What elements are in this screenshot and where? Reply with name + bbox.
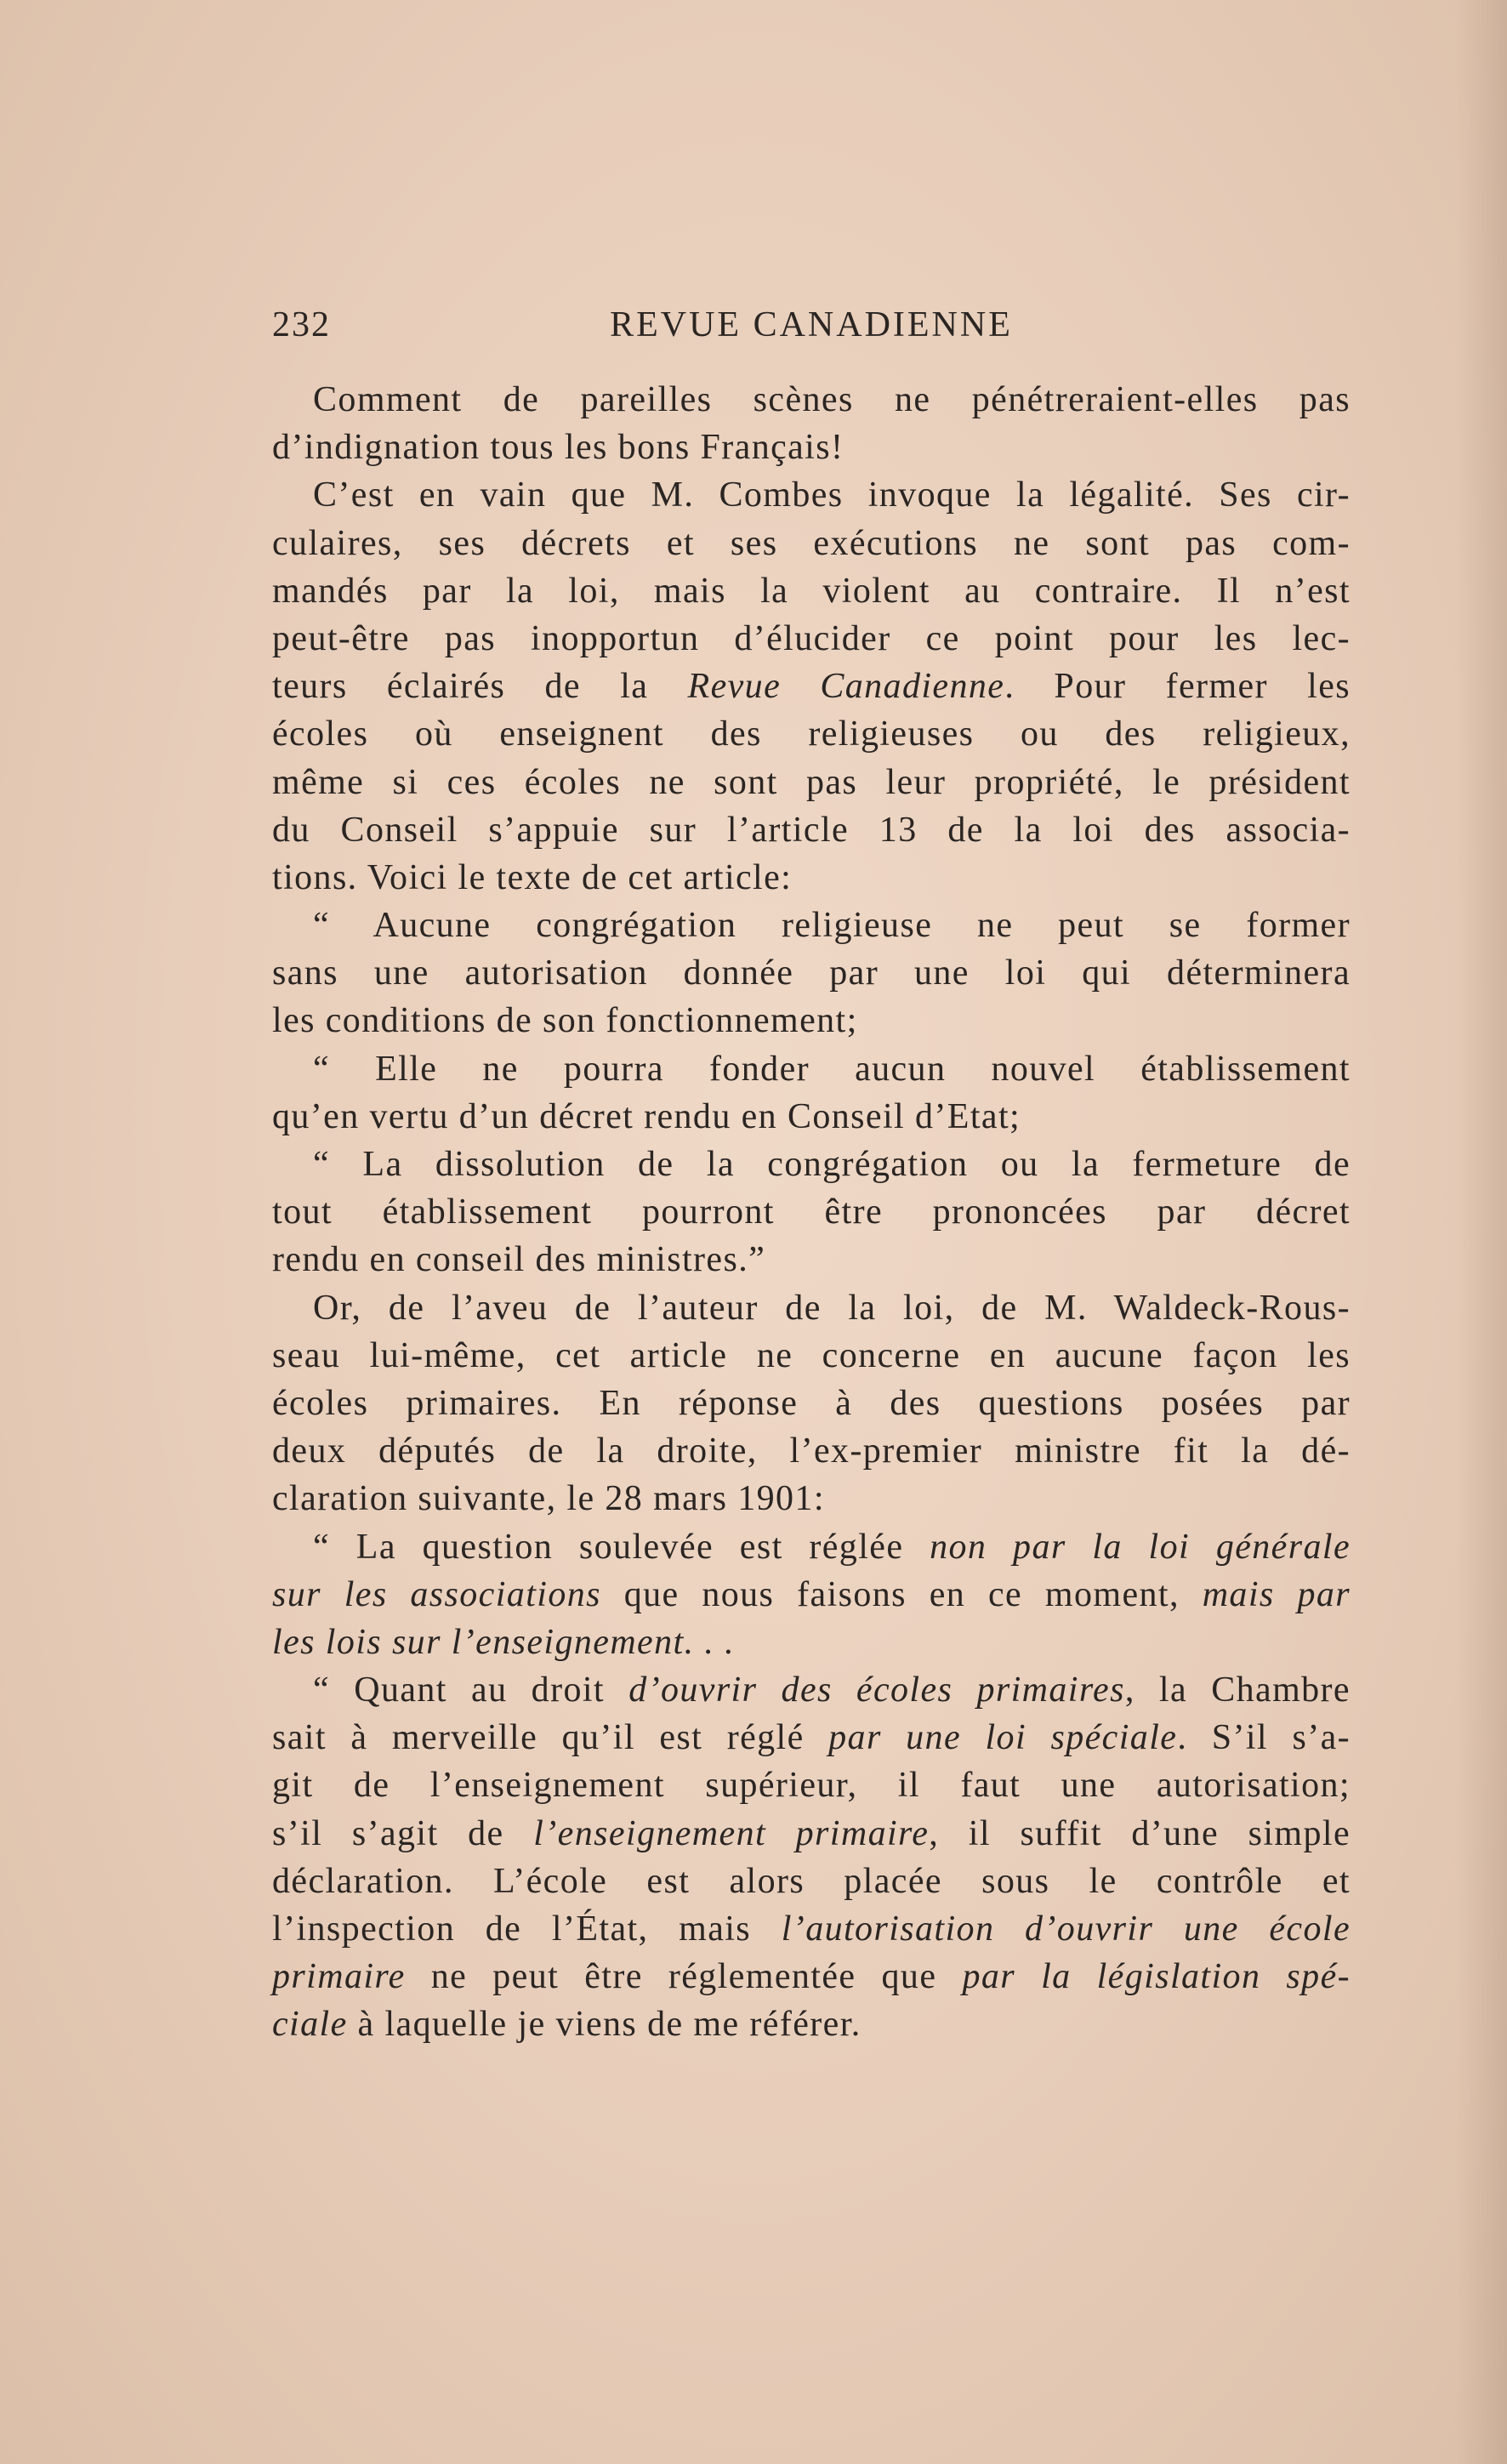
- text-line: [272, 1619, 1351, 1666]
- text-run: rendu en conseil des ministres.”: [272, 1240, 766, 1280]
- text-run: git de l’enseignement supérieur, il faut une autorisation;: [272, 1766, 1351, 1806]
- italic-text: ciale: [272, 2005, 348, 2045]
- text-line: [272, 1045, 1351, 1093]
- text-run: du Conseil s’appuie sur l’article 13 de la loi des associa-: [272, 810, 1351, 850]
- text-run: . S’il s’a-: [1177, 1718, 1351, 1758]
- text-line: [272, 1761, 1351, 1809]
- text-line: [272, 1571, 1351, 1619]
- text-line: [272, 1810, 1351, 1858]
- italic-text: l’autorisation d’ouvrir une école: [781, 1909, 1351, 1949]
- text-line: [272, 806, 1351, 854]
- text-line: [272, 1858, 1351, 1905]
- text-line: [272, 567, 1351, 615]
- text-run: peut-être pas inopportun d’élucider ce point pour les lec-: [272, 618, 1351, 658]
- text-run: que nous faisons en ce moment,: [600, 1574, 1203, 1614]
- text-run: “ La dissolution de la congrégation ou la fermeture de: [313, 1145, 1351, 1184]
- text-line: [272, 949, 1351, 997]
- italic-text: mais par: [1202, 1574, 1351, 1614]
- text-run: les conditions de son fonctionnement;: [272, 1001, 858, 1041]
- text-line: [272, 759, 1351, 806]
- page-header: [272, 304, 1351, 352]
- text-run: écoles primaires. En réponse à des questions posées par: [272, 1383, 1351, 1423]
- italic-text: par une loi spéciale: [828, 1718, 1178, 1758]
- text-line: [272, 1141, 1351, 1188]
- text-run: claration suivante, le 28 mars 1901:: [272, 1479, 825, 1519]
- text-run: sans une autorisation donnée par une loi qui déterminera: [272, 953, 1351, 993]
- text-run: s’il s’agit de: [272, 1813, 534, 1853]
- page-number: 232: [272, 305, 331, 344]
- text-line: [272, 663, 1351, 710]
- text-run: seau lui-même, cet article ne concerne en aucune façon les: [272, 1335, 1351, 1375]
- text-run: mandés par la loi, mais la violent au contraire. Il n’est: [272, 571, 1351, 611]
- text-line: [272, 471, 1351, 519]
- text-run: écoles où enseignent des religieuses ou des religieux,: [272, 714, 1351, 754]
- text-line: [272, 1523, 1351, 1571]
- italic-text: Revue Canadienne: [687, 667, 1005, 707]
- text-line: [272, 1188, 1351, 1236]
- text-line: [272, 1953, 1351, 2000]
- text-run: l’inspection de l’État, mais: [272, 1909, 782, 1949]
- text-run: tout établissement pourront être prononcées par décret: [272, 1192, 1351, 1232]
- text-line: [272, 1475, 1351, 1522]
- body-text: [272, 376, 1351, 2049]
- text-line: [272, 710, 1351, 758]
- text-run: C’est en vain que M. Combes invoque la légalité. Ses cir-: [313, 475, 1351, 515]
- text-line: [272, 1284, 1351, 1332]
- text-line: [272, 520, 1351, 567]
- italic-text: d’ouvrir des écoles primaires: [628, 1670, 1125, 1710]
- text-run: qu’en vertu d’un décret rendu en Conseil d’Etat;: [272, 1096, 1021, 1136]
- italic-text: par la législation spé-: [962, 1957, 1351, 1997]
- text-run: Comment de pareilles scènes ne pénétreraient-elles pas: [313, 380, 1351, 419]
- text-run: ne peut être réglementée que: [405, 1957, 963, 1997]
- text-run: Or, de l’aveu de l’auteur de la loi, de M. Waldeck-Rous-: [313, 1288, 1351, 1328]
- italic-text: non par la loi générale: [930, 1527, 1351, 1567]
- text-line: [272, 424, 1351, 471]
- italic-text: primaire: [272, 1957, 406, 1997]
- text-run: “ Quant au droit: [313, 1670, 629, 1710]
- text-line: [272, 854, 1351, 902]
- text-run: “ Aucune congrégation religieuse ne peut se former: [313, 906, 1351, 946]
- text-line: [272, 1093, 1351, 1141]
- italic-text: l’enseignement primaire: [533, 1813, 930, 1853]
- text-line: [272, 997, 1351, 1044]
- text-run: d’indignation tous les bons Français!: [272, 428, 844, 468]
- text-run: , il suffit d’une simple: [929, 1813, 1351, 1853]
- text-line: [272, 1905, 1351, 1953]
- text-run: tions. Voici le texte de cet article:: [272, 857, 793, 897]
- text-run: même si ces écoles ne sont pas leur propriété, le président: [272, 762, 1351, 802]
- text-line: [272, 1427, 1351, 1475]
- running-title: REVUE CANADIENNE: [610, 305, 1013, 344]
- text-run: déclaration. L’école est alors placée sous le contrôle et: [272, 1861, 1351, 1901]
- text-run: “ Elle ne pourra fonder aucun nouvel établissement: [313, 1049, 1351, 1089]
- text-line: [272, 902, 1351, 949]
- text-line: [272, 1236, 1351, 1283]
- text-line: [272, 1666, 1351, 1714]
- text-line: [272, 1380, 1351, 1427]
- text-line: [272, 2000, 1351, 2048]
- text-run: teurs éclairés de la: [272, 667, 688, 707]
- text-run: deux députés de la droite, l’ex-premier ministre fit la dé-: [272, 1431, 1351, 1471]
- text-run: . Pour fermer les: [1004, 667, 1351, 707]
- text-run: , la Chambre: [1124, 1670, 1351, 1710]
- text-run: “ La question soulevée est réglée: [313, 1527, 930, 1567]
- text-line: [272, 1714, 1351, 1761]
- text-run: sait à merveille qu’il est réglé: [272, 1718, 829, 1758]
- text-line: [272, 1332, 1351, 1380]
- italic-text: sur les associations: [272, 1574, 601, 1614]
- text-line: [272, 615, 1351, 663]
- text-line: [272, 376, 1351, 424]
- text-run: culaires, ses décrets et ses exécutions ne sont pas com-: [272, 523, 1351, 563]
- text-run: à laquelle je viens de me référer.: [347, 2005, 862, 2045]
- italic-text: les lois sur l’enseignement. . .: [272, 1622, 736, 1662]
